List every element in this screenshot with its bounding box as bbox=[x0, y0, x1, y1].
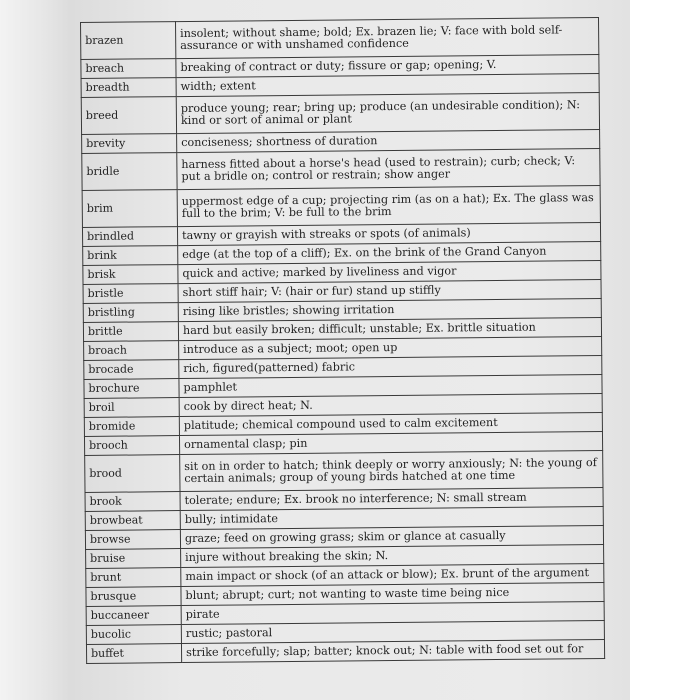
vocab-word: bridle bbox=[82, 153, 177, 191]
vocab-word: brood bbox=[85, 455, 180, 493]
vocab-word: brazen bbox=[81, 22, 176, 60]
vocab-definition: strike forcefully; slap; batter; knock out; N: table with food set out for bbox=[181, 639, 604, 662]
vocab-definition: rustic; pastoral bbox=[181, 620, 604, 643]
vocab-word: bristle bbox=[83, 284, 178, 304]
vocabulary-table bbox=[80, 17, 605, 664]
vocab-word: broil bbox=[84, 398, 179, 418]
vocab-definition: breaking of contract or duty; fissure or gap; opening; V. bbox=[176, 55, 599, 78]
vocab-word: brisk bbox=[83, 265, 178, 285]
vocab-word: brook bbox=[85, 492, 180, 512]
vocab-word: bruise bbox=[86, 549, 181, 569]
vocab-definition: rising like bristles; showing irritation bbox=[178, 299, 601, 322]
vocab-definition: produce young; rear; bring up; produce (an undesirable condition); N: kind or sort of animal or plant bbox=[176, 93, 599, 134]
vocab-definition: rich, figured(patterned) fabric bbox=[179, 356, 602, 379]
vocab-definition: ornamental clasp; pin bbox=[179, 432, 602, 455]
vocab-definition: uppermost edge of a cup; projecting rim (as on a hat); Ex. The glass was full to the brim; V: be full to the brim bbox=[177, 186, 600, 227]
vocab-word: browbeat bbox=[85, 511, 180, 531]
vocab-definition: harness fitted about a horse's head (used to restrain); curb; check; V: put a bridle on; control or restrain; show anger bbox=[177, 149, 600, 190]
table-row bbox=[81, 93, 599, 135]
page-gutter-shadow bbox=[0, 0, 70, 700]
vocab-definition: platitude; chemical compound used to calm excitement bbox=[179, 413, 602, 436]
vocab-word: brittle bbox=[83, 322, 178, 342]
vocab-word: bromide bbox=[84, 417, 179, 437]
vocab-definition: bully; intimidate bbox=[180, 507, 603, 530]
vocab-word: brink bbox=[83, 246, 178, 266]
vocab-definition: hard but easily broken; difficult; unstable; Ex. brittle situation bbox=[178, 318, 601, 341]
vocab-definition: tawny or grayish with streaks or spots (of animals) bbox=[177, 223, 600, 246]
vocab-word: breadth bbox=[81, 78, 176, 98]
vocab-word: brunt bbox=[86, 568, 181, 588]
vocab-definition: graze; feed on growing grass; skim or glance at casually bbox=[180, 525, 603, 548]
vocab-word: brevity bbox=[82, 134, 177, 154]
vocab-definition: injure without breaking the skin; N. bbox=[181, 544, 604, 567]
vocab-definition: insolent; without shame; bold; Ex. brazen lie; V: face with bold self-assurance or with unshamed confidence bbox=[176, 18, 599, 59]
vocab-definition: main impact or shock (of an attack or blow); Ex. brunt of the argument bbox=[181, 563, 604, 586]
vocab-definition: quick and active; marked by liveliness and vigor bbox=[178, 261, 601, 284]
vocab-word: brusque bbox=[86, 587, 181, 607]
vocab-definition: short stiff hair; V: (hair or fur) stand up stiffly bbox=[178, 280, 601, 303]
table-row bbox=[85, 451, 603, 493]
vocab-word: breed bbox=[81, 97, 176, 135]
vocab-word: brindled bbox=[82, 227, 177, 247]
vocab-definition: edge (at the top of a cliff); Ex. on the brink of the Grand Canyon bbox=[178, 242, 601, 265]
vocab-definition: cook by direct heat; N. bbox=[179, 394, 602, 417]
vocab-definition: width; extent bbox=[176, 74, 599, 97]
vocab-definition: pamphlet bbox=[179, 375, 602, 398]
vocab-word: broach bbox=[84, 341, 179, 361]
vocab-definition: conciseness; shortness of duration bbox=[177, 130, 600, 153]
vocab-word: buffet bbox=[86, 644, 181, 664]
vocab-definition: sit on in order to hatch; think deeply or worry anxiously; N: the young of certain animals; group of young birds hatched at one time bbox=[180, 451, 603, 492]
table-row bbox=[82, 186, 600, 228]
vocab-definition: introduce as a subject; moot; open up bbox=[179, 337, 602, 360]
photo-margin bbox=[630, 0, 700, 700]
vocab-definition: blunt; abrupt; curt; not wanting to waste time being nice bbox=[181, 582, 604, 605]
vocab-word: browse bbox=[85, 530, 180, 550]
vocab-word: brochure bbox=[84, 379, 179, 399]
table-row bbox=[81, 18, 599, 60]
vocab-word: buccaneer bbox=[86, 606, 181, 626]
vocab-word: brooch bbox=[84, 436, 179, 456]
vocab-word: bristling bbox=[83, 303, 178, 323]
vocab-word: breach bbox=[81, 59, 176, 79]
vocab-word: brim bbox=[82, 190, 177, 228]
table-row bbox=[82, 149, 600, 191]
vocab-definition: tolerate; endure; Ex. brook no interference; N: small stream bbox=[180, 488, 603, 511]
vocab-word: bucolic bbox=[86, 625, 181, 645]
vocab-word: brocade bbox=[84, 360, 179, 380]
vocabulary-table-body bbox=[81, 18, 605, 664]
vocab-definition: pirate bbox=[181, 601, 604, 624]
vocabulary-table-wrapper bbox=[80, 17, 597, 664]
